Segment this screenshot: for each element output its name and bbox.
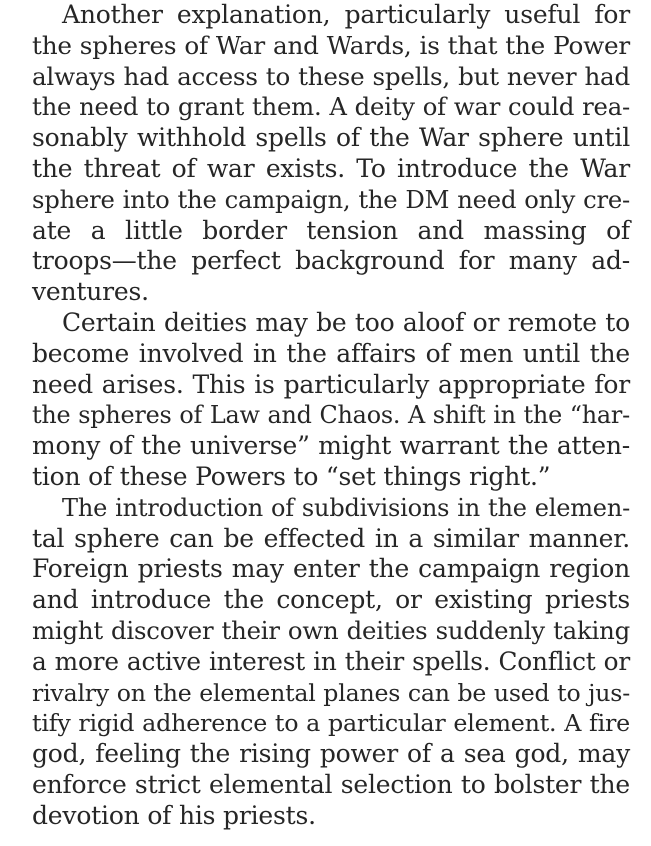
text-line: Another explanation, particularly useful for — [62, 0, 630, 29]
text-line: mony of the universe” might warrant the atten- — [32, 431, 630, 461]
text-line: ventures. — [32, 277, 149, 307]
text-line: tify rigid adherence to a particular element. A fire — [32, 709, 630, 738]
text-line: enforce strict elemental selection to bolster the — [32, 769, 630, 799]
text-line: Certain deities may be too aloof or remote to — [62, 307, 630, 337]
text-line: god, feeling the rising power of a sea god, may — [32, 739, 630, 769]
text-line: the spheres of War and Wards, is that the Power — [32, 30, 630, 60]
text-line: rivalry on the elemental planes can be used to jus- — [32, 678, 630, 707]
text-line: the threat of war exists. To introduce the War — [32, 153, 630, 183]
text-line: might discover their own deities suddenly taking — [32, 615, 630, 645]
text-line: a more active interest in their spells. Conflict or — [32, 646, 630, 676]
paragraph-aloof-deities — [32, 308, 630, 493]
text-line: Foreign priests may enter the campaign region — [32, 554, 630, 584]
text-line: sphere into the campaign, the DM need only cre- — [32, 184, 630, 214]
text-line: tal sphere can be effected in a similar manner. — [32, 523, 630, 553]
text-column — [32, 0, 630, 832]
text-line: the spheres of Law and Chaos. A shift in the “har- — [32, 401, 630, 430]
text-line: become involved in the affairs of men until the — [32, 338, 630, 368]
text-line: and introduce the concept, or existing priests — [32, 585, 630, 615]
text-line: always had access to these spells, but never had — [32, 61, 630, 91]
text-line: need arises. This is particularly appropriate for — [32, 369, 630, 399]
text-line: devotion of his priests. — [32, 800, 316, 830]
paragraph-elemental-subdivisions — [32, 493, 630, 832]
text-line: sonably withhold spells of the War sphere until — [32, 123, 630, 153]
text-line: the need to grant them. A deity of war could rea- — [32, 92, 630, 122]
text-line: The introduction of subdivisions in the elemen- — [62, 493, 630, 522]
text-line: ate a little border tension and massing of — [32, 215, 630, 245]
paragraph-alternate-explanation — [32, 0, 630, 308]
text-line: tion of these Powers to “set things right.” — [32, 461, 551, 491]
text-line: troops—the perfect background for many ad- — [32, 246, 630, 276]
